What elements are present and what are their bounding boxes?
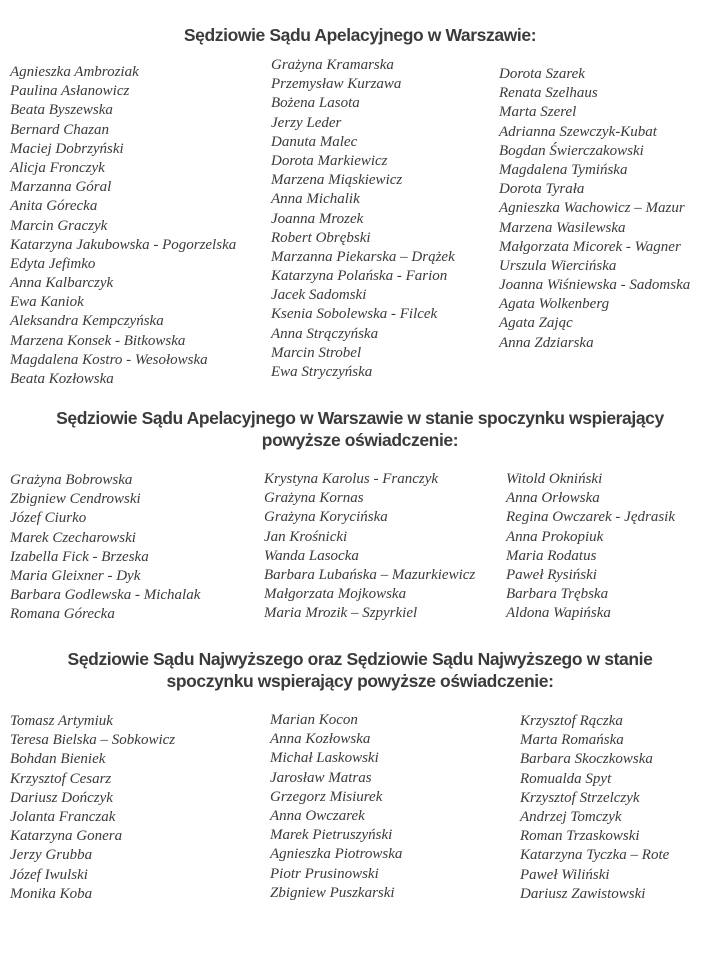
judge-name: Zbigniew Cendrowski — [10, 491, 141, 508]
judge-name: Andrzej Tomczyk — [520, 808, 622, 825]
judge-name: Marta Romańska — [520, 732, 624, 749]
heading-line: Sędziowie Sądu Najwyższego oraz Sędziowie Sądu Najwyższego w stanie — [67, 649, 653, 669]
judge-name: Paulina Asłanowicz — [10, 83, 130, 100]
judge-name: Krzysztof Rączka — [520, 713, 623, 729]
judge-name: Marian Kocon — [270, 712, 358, 728]
judge-name: Anna Kalbarczyk — [10, 275, 114, 292]
judge-name: Anna Owczarek — [270, 807, 365, 824]
judge-name: Romualda Spyt — [520, 770, 612, 787]
judge-name: Paweł Wiliński — [520, 866, 610, 883]
judge-name: Małgorzata Micorek - Wagner — [499, 238, 681, 255]
judge-name: Krystyna Karolus - Franczyk — [264, 471, 439, 487]
section-heading-retired-appellate-judges — [0, 407, 720, 451]
name-list-retired-col-1 — [10, 471, 200, 625]
judge-name: Bogdan Świerczakowski — [499, 142, 644, 159]
judge-name: Agnieszka Ambroziak — [10, 64, 139, 80]
judge-name: Dorota Szarek — [499, 66, 585, 82]
judge-name: Marek Czecharowski — [10, 529, 136, 546]
judge-name: Edyta Jefimko — [10, 255, 96, 272]
name-list-retired-col-3 — [506, 470, 675, 624]
judge-name: Dariusz Zawistowski — [520, 885, 646, 902]
judge-name: Grażyna Kramarska — [271, 57, 394, 73]
judge-name: Jarosław Matras — [270, 769, 372, 786]
judge-name: Katarzyna Gonera — [10, 828, 123, 845]
judge-name: Krzysztof Strzelczyk — [520, 789, 640, 806]
judge-name: Barbara Trębska — [506, 586, 609, 603]
judge-name: Robert Obrębski — [271, 229, 371, 246]
judge-name: Barbara Godlewska - Michalak — [10, 587, 201, 604]
judge-name: Ksenia Sobolewska - Filcek — [271, 306, 438, 323]
judge-name: Izabella Fick - Brzeska — [10, 548, 149, 565]
heading-line: spoczynku wspierający powyższe oświadczenie: — [166, 671, 554, 691]
judge-name: Dorota Tyrała — [499, 181, 585, 198]
judge-name: Adrianna Szewczyk-Kubat — [499, 123, 657, 140]
judge-name: Danuta Malec — [271, 133, 358, 150]
judge-name: Grzegorz Misiurek — [270, 788, 383, 805]
judge-name: Joanna Wiśniewska - Sadomska — [499, 277, 691, 294]
judge-name: Jerzy Leder — [271, 114, 342, 131]
judge-name: Przemysław Kurzawa — [271, 76, 402, 93]
judge-name: Krzysztof Cesarz — [10, 770, 112, 787]
judge-name: Paweł Rysiński — [506, 566, 597, 583]
judge-name: Marzena Konsek - Bitkowska — [10, 332, 186, 349]
judge-name: Marta Szerel — [499, 104, 577, 121]
judge-name: Michał Laskowski — [270, 750, 379, 767]
judge-name: Grażyna Korycińska — [264, 509, 388, 526]
judge-name: Anita Górecka — [10, 198, 98, 215]
judge-name: Tomasz Artymiuk — [10, 713, 113, 729]
judge-name: Bernard Chazan — [10, 121, 110, 138]
judge-name: Regina Owczarek - Jędrasik — [506, 509, 675, 526]
judge-name: Magdalena Kostro - Wesołowska — [10, 351, 208, 368]
judge-name: Marcin Graczyk — [10, 217, 108, 234]
judge-name: Jacek Sadomski — [271, 287, 367, 304]
judge-name: Anna Prokopiuk — [506, 528, 604, 545]
judge-name: Barbara Skoczkowska — [520, 751, 653, 768]
name-list-appellate-col-2 — [271, 56, 455, 382]
section-heading-appellate-judges: Sędziowie Sądu Apelacyjnego w Warszawie: — [183, 25, 537, 45]
judge-name: Anna Kozłowska — [270, 731, 371, 748]
judge-name: Witold Okniński — [506, 471, 603, 487]
judge-name: Katarzyna Polańska - Farion — [271, 268, 448, 285]
name-list-supreme-col-2 — [270, 711, 402, 903]
judge-name: Urszula Wiercińska — [499, 257, 617, 274]
judge-name: Anna Michalik — [271, 191, 360, 208]
section-heading-supreme-court-judges — [0, 648, 720, 692]
judge-name: Maria Rodatus — [506, 547, 597, 564]
judge-name: Józef Iwulski — [10, 866, 88, 883]
judge-name: Grażyna Bobrowska — [10, 472, 133, 488]
judge-name: Marzanna Góral — [10, 179, 112, 196]
name-list-supreme-col-3 — [520, 712, 669, 904]
judge-name: Joanna Mrozek — [271, 210, 364, 227]
judge-name: Beata Byszewska — [10, 102, 113, 119]
judge-name: Jerzy Grubba — [10, 847, 93, 864]
heading-line: Sędziowie Sądu Apelacyjnego w Warszawie w stanie spoczynku wspierający — [56, 408, 664, 428]
judge-name: Jolanta Franczak — [10, 808, 116, 825]
judge-name: Marzena Wasilewska — [499, 219, 626, 236]
judge-name: Bohdan Bieniek — [10, 751, 106, 768]
name-list-retired-col-2 — [264, 470, 475, 624]
judge-name: Aleksandra Kempczyńska — [10, 313, 164, 330]
judge-name: Jan Krośnicki — [264, 528, 348, 545]
judge-name: Monika Koba — [10, 885, 93, 902]
judge-name: Marzena Miąskiewicz — [271, 172, 403, 189]
name-list-appellate-col-1 — [10, 63, 236, 389]
judge-name: Agnieszka Piotrowska — [270, 846, 403, 863]
judge-name: Marzanna Piekarska – Drążek — [271, 248, 455, 265]
judge-name: Agata Wolkenberg — [499, 296, 610, 313]
judge-name: Józef Ciurko — [10, 510, 87, 527]
judge-name: Beata Kozłowska — [10, 371, 114, 387]
judge-name: Dorota Markiewicz — [271, 152, 388, 169]
judge-name: Wanda Lasocka — [264, 547, 359, 564]
judge-name: Teresa Bielska – Sobkowicz — [10, 732, 176, 749]
judge-name: Katarzyna Tyczka – Rote — [520, 847, 670, 864]
judge-name: Marek Pietruszyński — [270, 827, 393, 844]
judge-name: Maria Gleixner - Dyk — [10, 567, 141, 584]
judge-name: Barbara Lubańska – Mazurkiewicz — [264, 566, 476, 583]
judge-name: Grażyna Kornas — [264, 490, 364, 507]
judge-name: Magdalena Tymińska — [499, 161, 628, 178]
judge-name: Zbigniew Puszkarski — [270, 884, 395, 901]
judge-name: Anna Strączyńska — [271, 325, 379, 342]
judge-name: Renata Szelhaus — [499, 85, 598, 102]
name-list-appellate-col-3 — [499, 65, 690, 353]
judge-name: Roman Trzaskowski — [520, 828, 640, 845]
judge-name: Piotr Prusinowski — [270, 865, 379, 882]
judge-name: Katarzyna Jakubowska - Pogorzelska — [10, 236, 237, 253]
judge-name: Anna Zdziarska — [499, 334, 594, 351]
judge-name: Maria Mrozik – Szpyrkiel — [264, 605, 418, 622]
name-list-supreme-col-1 — [10, 712, 175, 904]
judge-name: Aldona Wapińska — [506, 605, 611, 622]
judge-name: Marcin Strobel — [271, 344, 362, 361]
judge-name: Ewa Stryczyńska — [271, 364, 373, 380]
judge-name: Ewa Kaniok — [10, 294, 84, 311]
judge-name: Bożena Lasota — [271, 95, 360, 112]
judge-name: Romana Górecka — [10, 606, 115, 623]
judge-name: Agnieszka Wachowicz – Mazur — [499, 200, 685, 217]
judge-name: Alicja Fronczyk — [10, 159, 105, 176]
judge-name: Małgorzata Mojkowska — [264, 586, 407, 603]
judge-name: Dariusz Dończyk — [10, 789, 113, 806]
heading-line: powyższe oświadczenie: — [261, 430, 459, 450]
judge-name: Anna Orłowska — [506, 490, 600, 507]
judge-name: Agata Zając — [499, 315, 573, 332]
judge-name: Maciej Dobrzyński — [10, 140, 124, 157]
